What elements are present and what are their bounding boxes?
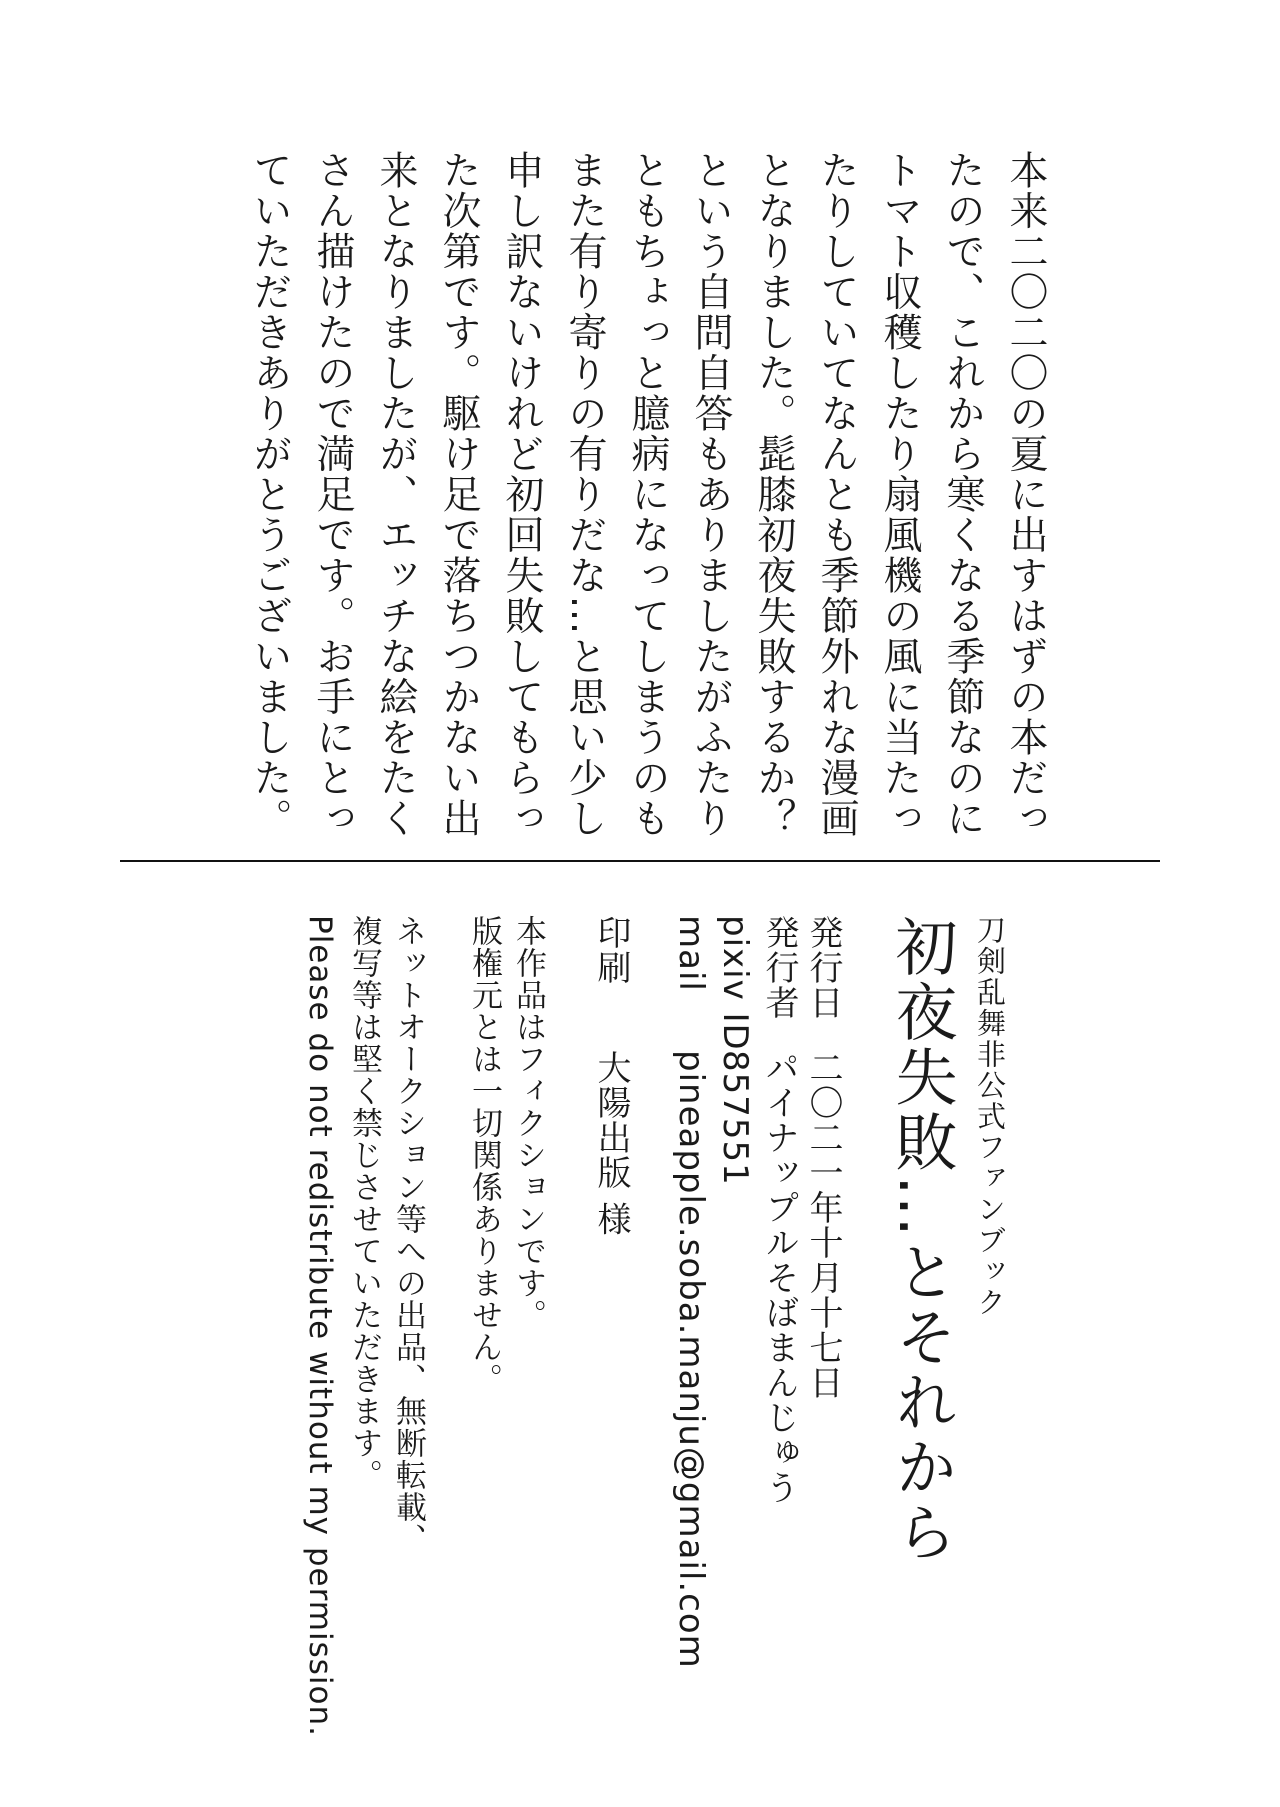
publisher-label: 発行者	[759, 915, 799, 1020]
fiction-notice-line: 版権元とは一切関係ありません。	[466, 915, 502, 1395]
pixiv-id: 857551	[715, 1050, 755, 1186]
pixiv-label: pixiv ID	[715, 915, 755, 1051]
afterword-line: となりました。髭膝初夜失敗するか？	[751, 150, 796, 839]
series-label: 刀剣乱舞非公式ファンブック	[973, 915, 1007, 1318]
printer-name: 大陽出版 様	[591, 1050, 631, 1237]
afterword-line: ていただきありがとうございました。	[247, 150, 292, 839]
printer-label: 印刷	[591, 915, 631, 985]
afterword-line: トマト収穫したり扇風機の風に当たっ	[877, 150, 922, 839]
afterword-line: たので、これから寒くなる季節なのに	[940, 150, 985, 839]
afterword-line: さん描けたので満足です。お手にとっ	[310, 150, 355, 839]
issue-date: 二〇二一年十月十七日	[803, 1050, 843, 1400]
fiction-notice-line: 本作品はフィクションです。	[510, 915, 546, 1331]
publisher-name: パイナップルそばまんじゅう	[759, 1050, 799, 1505]
section-divider	[120, 860, 1160, 862]
afterword-line: ともちょっと臆病になってしまうのも	[625, 150, 670, 839]
english-notice: Please do not redistribute without my permission.	[302, 915, 338, 1738]
issue-date-label: 発行日	[803, 915, 843, 1020]
afterword-line: という自問自答もありましたがふたり	[688, 150, 733, 839]
afterword-line: たりしていてなんとも季節外れな漫画	[814, 150, 859, 839]
mail-label: mail	[671, 915, 711, 992]
afterword-line: 本来二〇二〇の夏に出すはずの本だっ	[1003, 150, 1048, 839]
afterword-line: 来となりましたが、エッチな絵をたく	[373, 150, 418, 839]
resale-notice-line: 複写等は堅く禁じさせていただきます。	[346, 915, 382, 1491]
book-title: 初夜失敗…とそれから	[885, 915, 958, 1565]
afterword-line: また有り寄りの有りだな…と思い少し	[562, 150, 607, 839]
mail-address: pineapple.soba.manju@gmail.com	[671, 1050, 711, 1669]
resale-notice-line: ネットオークション等への出品、無断転載、	[390, 915, 426, 1555]
afterword-line: た次第です。駆け足で落ちつかない出	[436, 150, 481, 839]
afterword-line: 申し訳ないけれど初回失敗してもらっ	[499, 150, 544, 839]
